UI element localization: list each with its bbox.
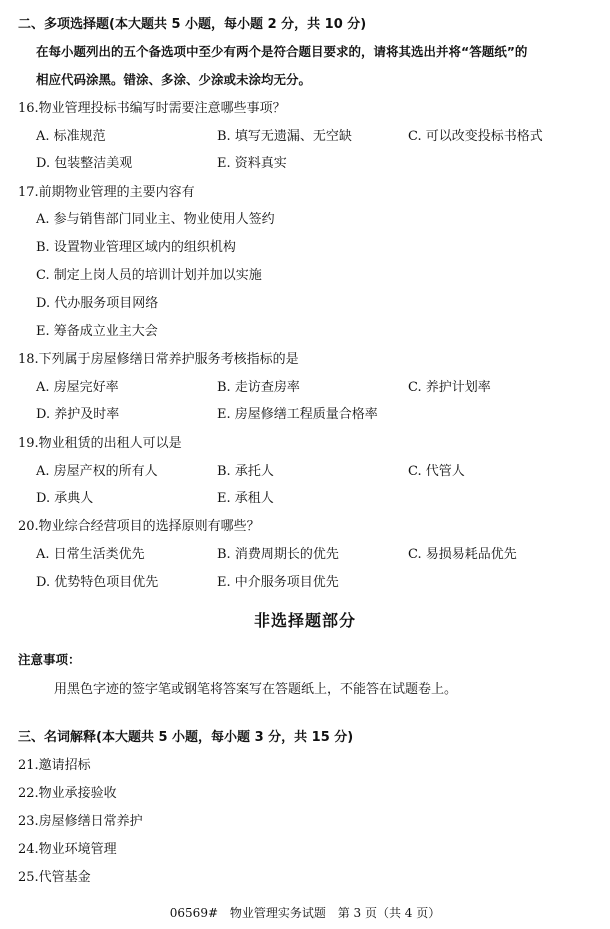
question-20-option-c: C. 易损易耗品优先 (408, 547, 517, 562)
question-18-stem: 18.下列属于房屋修缮日常养护服务考核指标的是 (18, 352, 299, 367)
question-19-stem: 19.物业租赁的出租人可以是 (18, 436, 182, 451)
question-18-option-d: D. 养护及时率 (36, 407, 120, 422)
question-19-option-d: D. 承典人 (36, 491, 94, 506)
term-item-25: 25.代管基金 (18, 870, 91, 885)
question-16-stem: 16.物业管理投标书编写时需要注意哪些事项？ (18, 101, 286, 116)
question-20-stem: 20.物业综合经营项目的选择原则有哪些？ (18, 519, 260, 534)
section2-heading: 二、多项选择题(本大题共 5 小题，每小题 2 分，共 10 分) (18, 17, 367, 32)
page-footer (0, 904, 610, 921)
question-20-option-e: E. 中介服务项目优先 (217, 575, 339, 590)
section2-instruction-line2: 相应代码涂黑。错涂、多涂、少涂或未涂均无分。 (36, 72, 312, 87)
question-17-stem: 17.前期物业管理的主要内容有 (18, 185, 195, 200)
question-18-option-a: A. 房屋完好率 (36, 380, 119, 395)
question-16-option-e: E. 资料真实 (217, 156, 287, 171)
question-16-option-a: A. 标准规范 (36, 129, 106, 144)
notice-label: 注意事项： (18, 652, 81, 667)
question-16-option-d: D. 包装整洁美观 (36, 156, 133, 171)
term-item-23: 23.房屋修缮日常养护 (18, 814, 143, 829)
question-18-option-c: C. 养护计划率 (408, 380, 491, 395)
question-16-option-c: C. 可以改变投标书格式 (408, 129, 543, 144)
question-19-option-e: E. 承租人 (217, 491, 274, 506)
question-19-option-a: A. 房屋产权的所有人 (36, 464, 158, 479)
question-20-option-a: A. 日常生活类优先 (36, 547, 145, 562)
question-17-option-d: D. 代办服务项目网络 (36, 296, 159, 311)
footer-page-number: 第 3 页（共 4 页） (337, 906, 441, 920)
question-18-option-e: E. 房屋修缮工程质量合格率 (217, 407, 378, 422)
section2-instruction-line1: 在每小题列出的五个备选项中至少有两个是符合题目要求的，请将其选出并将“答题纸”的 (36, 44, 528, 59)
question-20-option-b: B. 消费周期长的优先 (217, 547, 339, 562)
question-17-option-a: A. 参与销售部门同业主、物业使用人签约 (36, 212, 275, 227)
question-18-option-b: B. 走访查房率 (217, 380, 300, 395)
question-19-option-b: B. 承托人 (217, 464, 274, 479)
question-17-option-c: C. 制定上岗人员的培训计划并加以实施 (36, 268, 262, 283)
footer-code: 06569# (169, 906, 219, 920)
question-17-option-e: E. 筹备成立业主大会 (36, 324, 158, 339)
question-17-option-b: B. 设置物业管理区域内的组织机构 (36, 240, 236, 255)
term-item-21: 21.邀请招标 (18, 758, 91, 773)
footer-title: 物业管理实务试题 (229, 906, 326, 920)
nonchoice-section-title: 非选择题部分 (253, 611, 356, 630)
notice-text: 用黑色字迹的签字笔或钢笔将答案写在答题纸上，不能答在试题卷上。 (54, 682, 458, 697)
question-16-option-b: B. 填写无遗漏、无空缺 (217, 129, 352, 144)
term-item-22: 22.物业承接验收 (18, 786, 117, 801)
question-20-option-d: D. 优势特色项目优先 (36, 575, 159, 590)
section3-heading: 三、名词解释(本大题共 5 小题，每小题 3 分，共 15 分) (18, 730, 354, 745)
term-item-24: 24.物业环境管理 (18, 842, 117, 857)
question-19-option-c: C. 代管人 (408, 464, 465, 479)
